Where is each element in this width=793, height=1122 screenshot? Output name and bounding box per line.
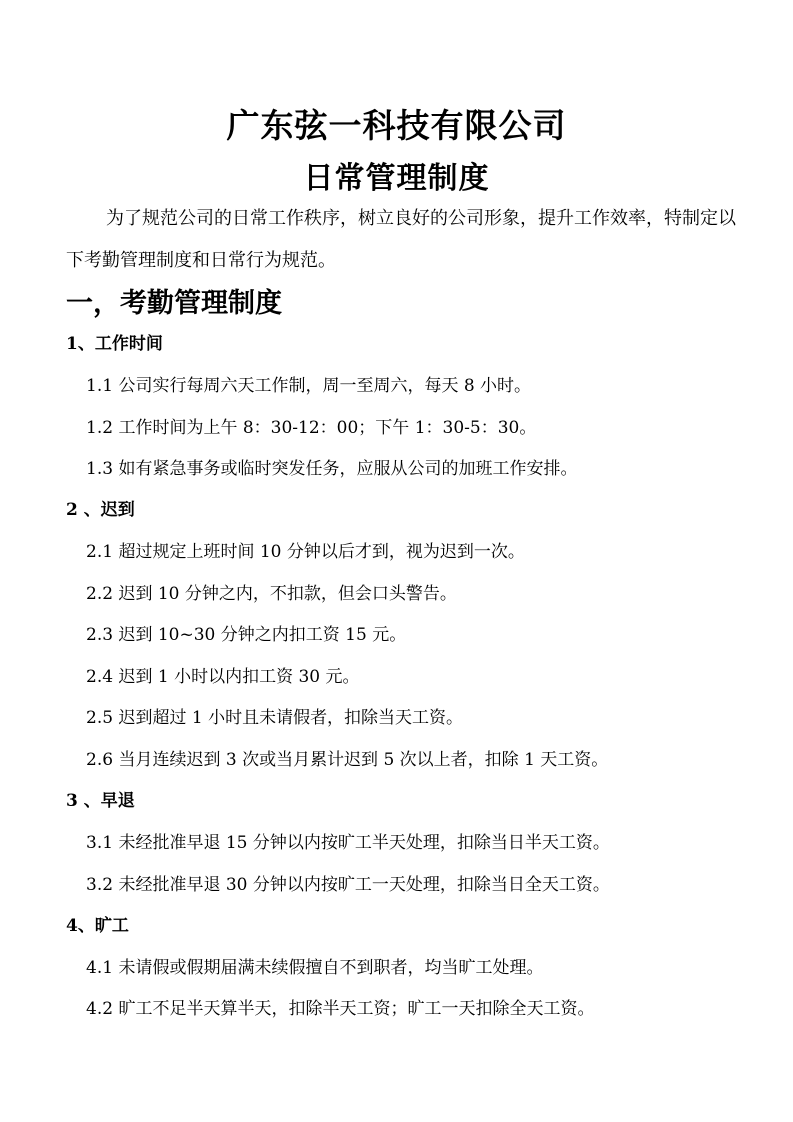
list-item: 3.1 未经批准早退 15 分钟以内按旷工半天处理，扣除当日半天工资。 (86, 833, 610, 853)
company-name: 广东弦一科技有限公司 (226, 106, 567, 145)
list-item: 2.5 迟到超过 1 小时且未请假者，扣除当天工资。 (86, 708, 464, 728)
subsection-heading-late: 2 、迟到 (66, 500, 135, 520)
list-item: 2.3 迟到 10~30 分钟之内扣工资 15 元。 (86, 625, 407, 645)
list-item: 1.2 工作时间为上午 8：30-12：00；下午 1：30-5：30。 (86, 418, 537, 438)
list-item: 2.1 超过规定上班时间 10 分钟以后才到，视为迟到一次。 (86, 542, 525, 562)
document-title: 日常管理制度 (303, 161, 490, 196)
intro-paragraph: 为了规范公司的日常工作秩序，树立良好的公司形象，提升工作效率，特制定以下考勤管理制度和日常行为规范。 (66, 208, 736, 271)
list-item: 1.3 如有紧急事务或临时突发任务，应服从公司的加班工作安排。 (86, 459, 578, 479)
subsection-heading-early-leave: 3 、早退 (66, 791, 135, 811)
list-item: 3.2 未经批准早退 30 分钟以内按旷工一天处理，扣除当日全天工资。 (86, 875, 610, 895)
list-item: 2.6 当月连续迟到 3 次或当月累计迟到 5 次以上者，扣除 1 天工资。 (86, 750, 609, 770)
list-item: 4.1 未请假或假期届满未续假擅自不到职者，均当旷工处理。 (86, 958, 544, 978)
list-item: 2.4 迟到 1 小时以内扣工资 30 元。 (86, 667, 360, 687)
subsection-heading-work-hours: 1、工作时间 (66, 334, 163, 354)
subsection-heading-absence: 4、旷工 (66, 916, 129, 936)
list-item: 1.1 公司实行每周六天工作制，周一至周六，每天 8 小时。 (86, 376, 532, 396)
list-item: 2.2 迟到 10 分钟之内，不扣款，但会口头警告。 (86, 584, 457, 604)
section-heading-attendance: 一，考勤管理制度 (66, 288, 282, 319)
list-item: 4.2 旷工不足半天算半天，扣除半天工资；旷工一天扣除全天工资。 (86, 999, 595, 1019)
